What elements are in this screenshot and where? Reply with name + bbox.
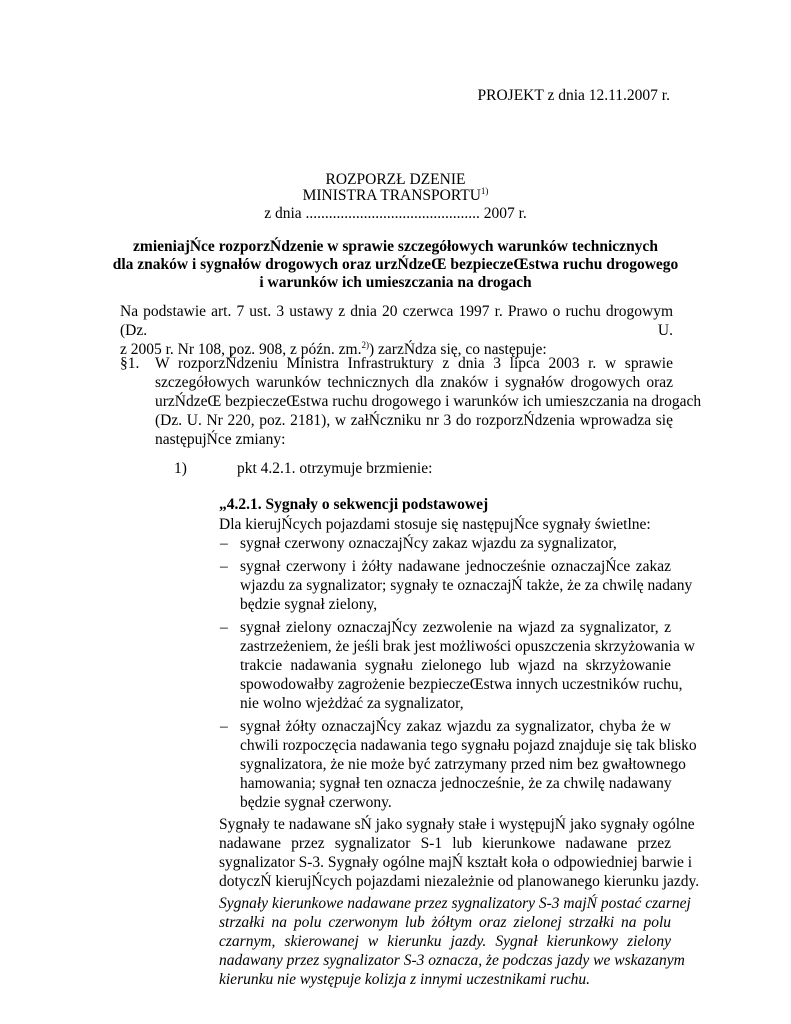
signal-text-line: spowodowałby zagrożenie bezpieczeŒstwa innych uczestników ruchu, (240, 676, 683, 693)
signal-list-item (219, 534, 671, 553)
signal-text-line: sygnał zielony oznaczajŃcy zezwolenie na wjazd za sygnalizator, z (240, 619, 671, 636)
section-heading: „4.2.1. Sygnały o sekwencji podstawowej (219, 496, 489, 513)
subject-line: i warunków ich umieszczania na drogach (259, 274, 532, 291)
section-4-2-1 (219, 495, 700, 989)
signal-text-line: nie wolno wjeżdżać za sygnalizator, (240, 695, 464, 712)
section-intro: Dla kierujŃcych pojazdami stosuje się następujŃce sygnały świetlne: (219, 516, 651, 533)
paragraph-line: W rozporzŃdzeniu Ministra Infrastruktury z dnia 3 lipca 2003 r. w sprawie (155, 355, 673, 372)
signal-text-line: sygnał czerwony oznaczajŃcy zakaz wjazdu za sygnalizator, (240, 535, 617, 552)
paragraph-line: Sygnały te nadawane sŃ jako sygnały stałe i występujŃ jako sygnały ogólne (219, 816, 695, 833)
dash-bullet: – (220, 619, 228, 636)
issuer-title-text: MINISTRA TRANSPORTU (302, 187, 481, 204)
signal-text-line: będzie sygnał zielony, (240, 596, 378, 613)
paragraph-line: (Dz. U. Nr 220, poz. 2181), w załŃczniku nr 3 do rozporzŃdzenia wprowadza się (155, 412, 673, 429)
regulation-subject (0, 238, 791, 292)
regulation-date: z dnia ............................................. 2007 r. (264, 205, 527, 222)
legal-basis (120, 302, 673, 359)
paragraph-line: nadawany przez sygnalizator S-3 oznacza, że podczas jazdy we wskazanym (219, 952, 685, 969)
signal-text-line: trakcie nadawania sygnału zielonego lub wjazd na skrzyżowanie (240, 657, 671, 674)
paragraph-line: Sygnały kierunkowe nadawane przez sygnalizatory S-3 majŃ postać czarnej (219, 895, 691, 912)
directional-signals-paragraph (219, 894, 691, 989)
signal-text-line: zastrzeżeniem, że jeśli brak jest możliwości opuszczenia skrzyżowania w (240, 638, 695, 655)
paragraph-line: sygnalizator S-3. Sygnały ogólne majŃ kształt koła o odpowiedniej barwie i (219, 854, 693, 871)
footnote-ref-1: 1) (480, 185, 489, 196)
paragraph-line: nadawane przez sygnalizator S-1 lub kierunkowe nadawane przez (219, 835, 671, 852)
paragraph-line: urzŃdzeŒ bezpieczeŒstwa ruchu drogowego i warunków ich umieszczania na drogach (155, 393, 702, 410)
paragraph-line: strzałki na polu czerwonym lub żółtym oraz zielonej strzałki na polu (219, 914, 671, 931)
paragraph-number: §1. (120, 355, 140, 372)
paragraph-1 (155, 354, 702, 449)
dash-bullet: – (220, 535, 228, 552)
item-text: pkt 4.2.1. otrzymuje brzmienie: (237, 460, 433, 477)
legal-basis-text: z 2005 r. Nr 108, poz. 908, z późn. zm. (120, 341, 362, 358)
signal-text-line: chwili rozpoczęcia nadawania tego sygnału pojazd znajduje się tak blisko (240, 737, 697, 754)
signal-list-item (219, 618, 695, 713)
paragraph-line: dotyczŃ kierujŃcych pojazdami niezależnie od planowanego kierunku jazdy. (219, 873, 700, 890)
legal-basis-text-end: ) zarzŃdza się, co następuje: (369, 341, 547, 358)
issuer-title (0, 186, 791, 205)
paragraph-line: czarnym, skierowanej w kierunku jazdy. Sygnał kierunkowy zielony (219, 933, 671, 950)
item-number: 1) (174, 460, 187, 477)
draft-date: PROJEKT z dnia 12.11.2007 r. (477, 87, 670, 104)
paragraph-line: następujŃce zmiany: (155, 431, 286, 448)
subject-line: zmieniajŃce rozporzŃdzenie w sprawie szczegółowych warunków technicznych (133, 238, 658, 255)
signal-list-item (219, 717, 697, 812)
regulation-title: ROZPORZŁ DZENIE (325, 171, 466, 188)
signal-text-line: wjazdu za sygnalizator; sygnały te oznaczajŃ także, że za chwilę nadany (240, 577, 693, 594)
legal-basis-line: Na podstawie art. 7 ust. 3 ustawy z dnia 20 czerwca 1997 r. Prawo o ruchu drogowym (Dz. U. (120, 303, 673, 339)
signal-text-line: hamowania; sygnał ten oznacza jednocześnie, że za chwilę nadawany (240, 775, 672, 792)
general-signals-paragraph (219, 815, 700, 891)
signal-text-line: będzie sygnał czerwony. (240, 794, 392, 811)
subject-line: dla znaków i sygnałów drogowych oraz urzŃdzeŒ bezpieczeŒstwa ruchu drogowego (112, 256, 679, 273)
dash-bullet: – (220, 718, 228, 735)
dash-bullet: – (220, 558, 228, 575)
signal-text-line: sygnał czerwony i żółty nadawane jednocześnie oznaczajŃce zakaz (240, 558, 671, 575)
footnote-ref-2: 2) (361, 339, 369, 350)
signal-text-line: sygnał żółty oznaczajŃcy zakaz wjazdu za sygnalizator, chyba że w (240, 718, 671, 735)
signal-text-line: sygnalizatora, że nie może być zatrzymany przed nim bez gwałtownego (240, 756, 686, 773)
paragraph-line: kierunku nie występuje kolizja z innymi uczestnikami ruchu. (219, 971, 591, 988)
signal-list-item (219, 557, 693, 614)
paragraph-line: szczegółowych warunków technicznych dla znaków i sygnałów drogowych oraz (155, 374, 673, 391)
